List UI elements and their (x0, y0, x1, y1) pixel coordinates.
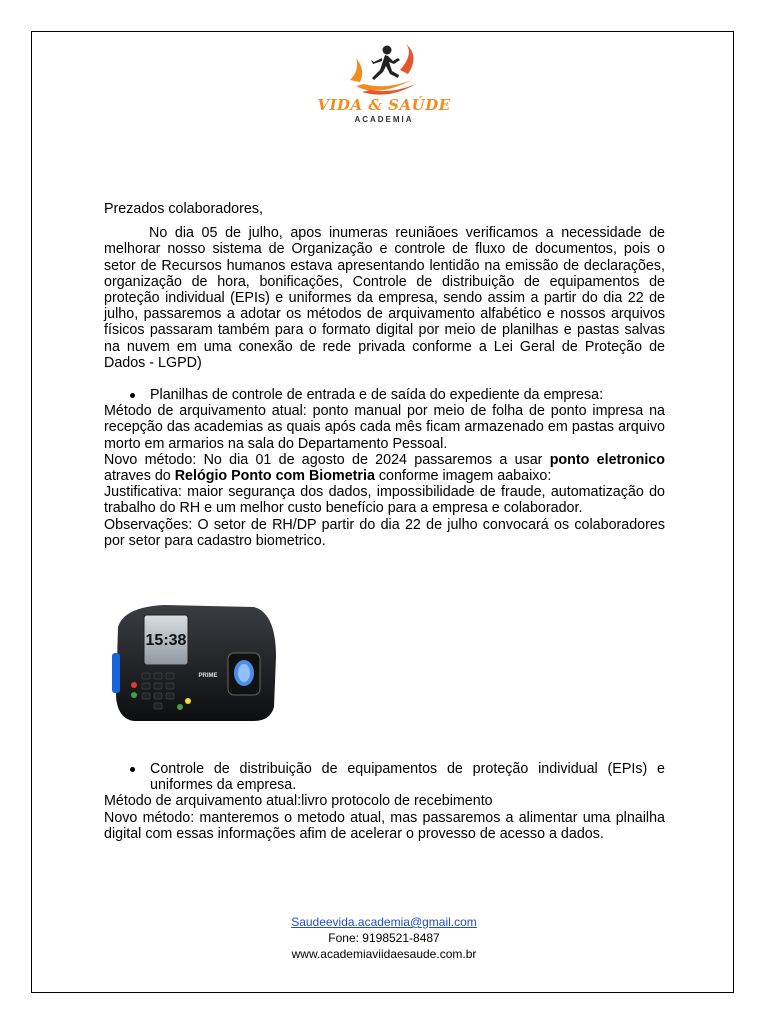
letter-body (104, 201, 665, 549)
runner-icon (316, 40, 452, 100)
novo-metodo-bold-1: ponto eletronico (549, 451, 665, 468)
logo-subtitle: ACADEMIA (354, 115, 414, 124)
section1-novo-metodo (104, 452, 665, 484)
footer-email-link[interactable]: Saudeevida.academia@gmail.com (291, 915, 477, 929)
novo-metodo-text-b: atraves do (104, 468, 175, 485)
device-brand: PRIME (198, 673, 218, 679)
intro-paragraph: No dia 05 de julho, apos inumeras reuniãoes verificamos a necessidade de melhorar nosso sistema de Organização e controle de fluxo de documentos, pois o setor de Recursos humanos estava apresentando lentidão na emissão de declarações, organização de hora, bonificações, Controle de distribuição de equipamentos de proteção individual (EPIs) e uniformes da empresa, sendo assim a partir do dia 22 de julho, passaremos a adotar os métodos de arquivamento alfabético e nossos arquivos físicos passaram também para o formato digital por meio de planilhas e pastas salvas na nuvem em uma conexão de rede privada conforme a Lei Geral de Proteção de Dados - LGPD) (104, 225, 665, 371)
footer-phone: Fone: 9198521-8487 (328, 931, 440, 945)
section1-observacoes: Observações: O setor de RH/DP partir do dia 22 de julho convocará os colaboradores por setor para cadastro biometrico. (104, 516, 665, 549)
section2 (104, 761, 665, 842)
footer-website: www.academiaviidaesaude.com.br (291, 947, 477, 961)
novo-metodo-text-c: conforme imagem aabaixo: (374, 468, 552, 485)
biometric-clock-image (104, 597, 284, 727)
section2-bullet-text: Controle de distribuição de equipamentos de proteção individual (EPIs) e uniformes da empresa. (150, 761, 665, 794)
greeting: Prezados colaboradores, (104, 201, 263, 217)
academy-logo (316, 40, 452, 126)
section1-metodo-atual: Método de arquivamento atual: ponto manual por meio de folha de ponto impresa na recepção das academias as quais após cada mês ficam armazenado em pastas arquivo morto em armarios na sala do Departamento Pessoal. (104, 403, 665, 452)
section2-bullet (104, 761, 665, 793)
footer (0, 914, 768, 962)
section1-bullet-text: Planilhas de controle de entrada e de saída do expediente da empresa: (150, 387, 604, 404)
novo-metodo-text-a: Novo método: No dia 01 de agosto de 2024 passaremos a usar (104, 451, 550, 468)
bullet-icon (130, 393, 135, 398)
section2-novo-metodo: Novo método: manteremos o metodo atual, mas passaremos a alimentar uma plnailha digital com essas informações afim de acelerar o provesso de acesso a dados. (104, 809, 665, 842)
logo-title: VIDA & SAÚDE (317, 96, 451, 114)
novo-metodo-bold-2: Relógio Ponto com Biometria (174, 468, 375, 485)
section2-metodo-atual: Método de arquivamento atual:livro protocolo de recebimento (104, 793, 493, 810)
section1-justificativa: Justificativa: maior segurança dos dados, impossibilidade de fraude, automatização do trabalho do RH e um melhor custo benefício para a empresa e colaborador. (104, 484, 665, 517)
section1-bullet (104, 387, 665, 403)
device-time: 15:38 (145, 632, 187, 649)
bullet-icon (130, 767, 135, 772)
